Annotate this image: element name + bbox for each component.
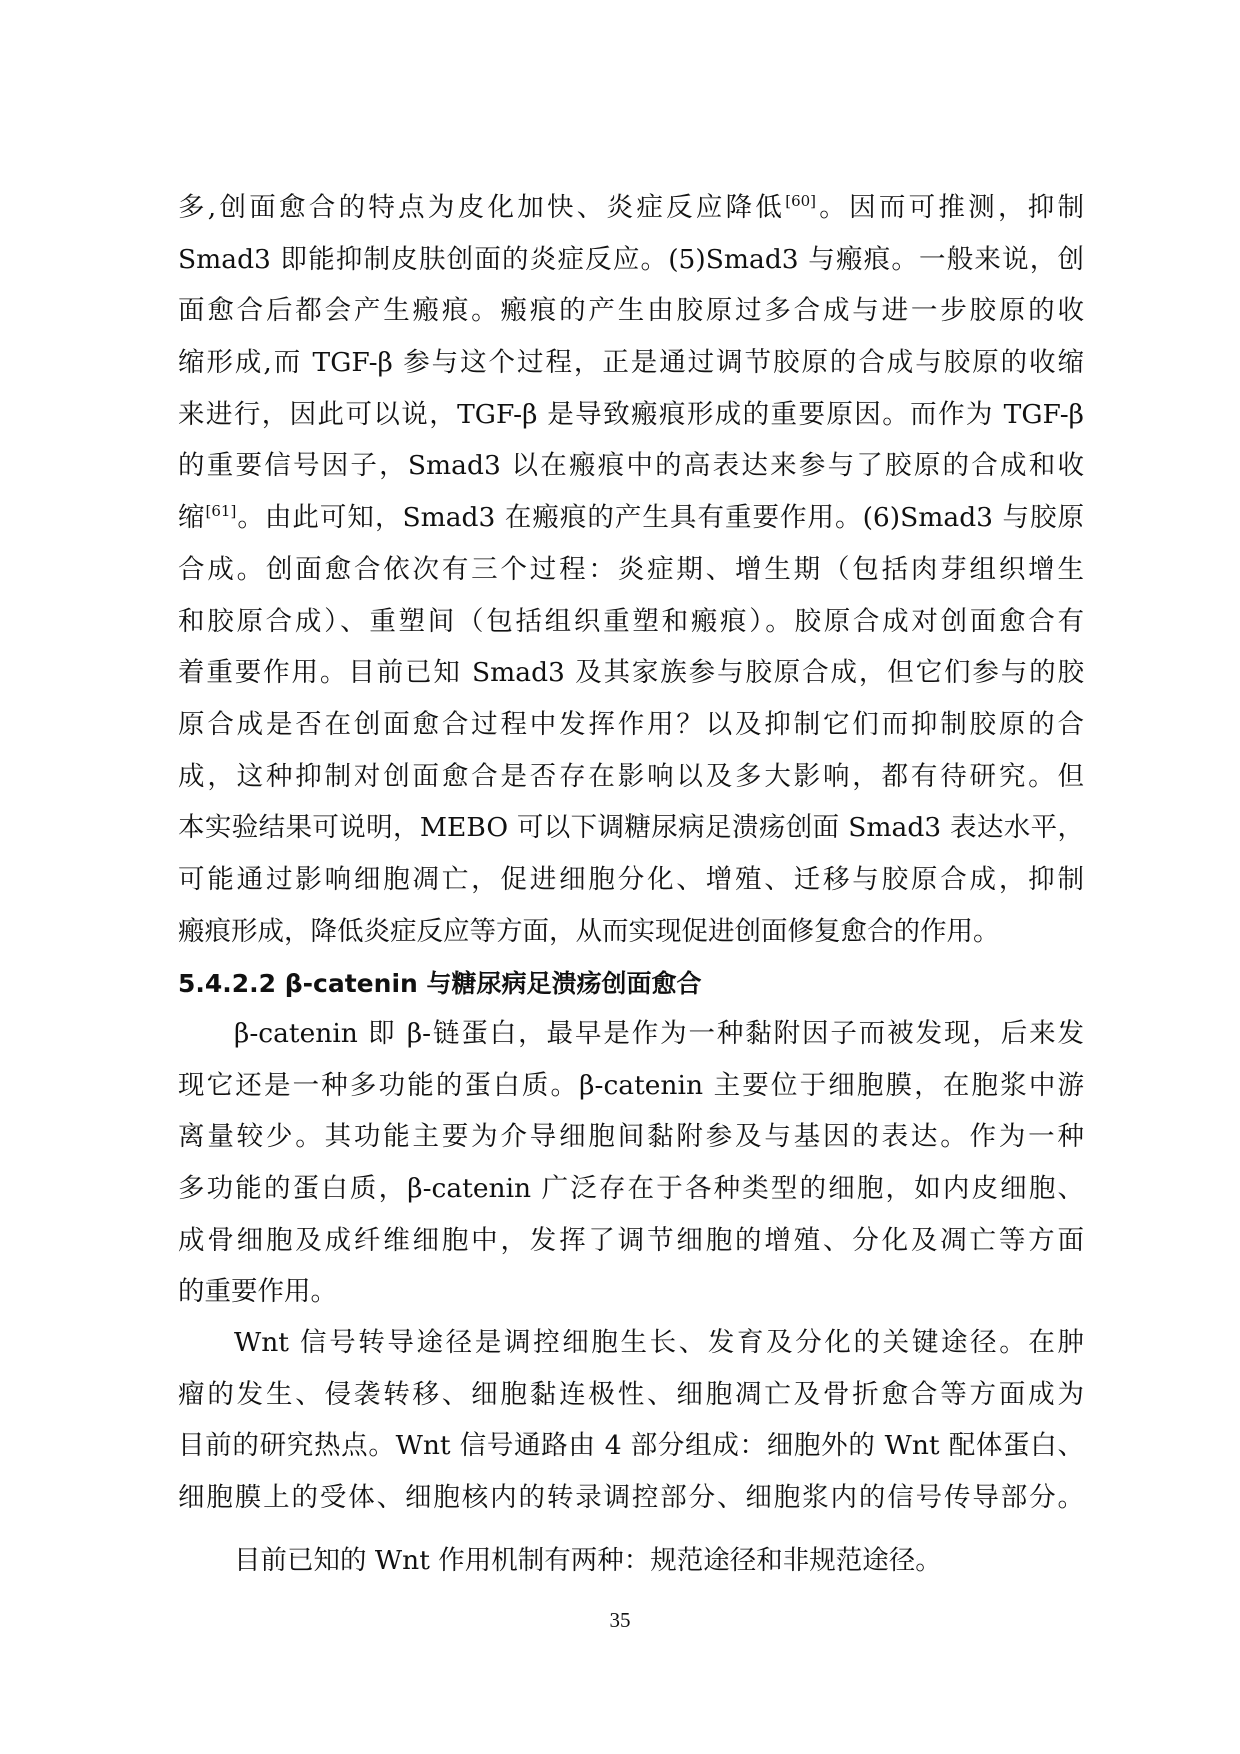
text-line: 的重要信号因子，Smad3 以在瘢痕中的高表达来参与了胶原的合成和收	[178, 450, 1084, 482]
section-heading: 5.4.2.2 β-catenin 与糖尿病足溃疡创面愈合	[178, 969, 702, 998]
text-line: 缩形成,而 TGF-β 参与这个过程，正是通过调节胶原的合成与胶原的收缩	[178, 347, 1084, 379]
text-line: 多,创面愈合的特点为皮化加快、炎症反应降低[60]。因而可推测，抑制	[178, 192, 1084, 223]
text-line: 细胞膜上的受体、细胞核内的转录调控部分、细胞浆内的信号传导部分。	[178, 1482, 1084, 1514]
text-line: Wnt 信号转导途径是调控细胞生长、发育及分化的关键途径。在肿	[234, 1327, 1084, 1358]
text-line: 现它还是一种多功能的蛋白质。β-catenin 主要位于细胞膜，在胞浆中游	[178, 1069, 1084, 1101]
text-line: 面愈合后都会产生瘢痕。瘢痕的产生由胶原过多合成与进一步胶原的收	[178, 295, 1084, 327]
text-line: 瘢痕形成，降低炎症反应等方面，从而实现促进创面修复愈合的作用。	[178, 915, 1000, 947]
text-line: 目前已知的 Wnt 作用机制有两种：规范途径和非规范途径。	[234, 1545, 942, 1576]
text-line: 和胶原合成）、重塑间（包括组织重塑和瘢痕）。胶原合成对创面愈合有	[178, 605, 1084, 637]
paragraph-beta-catenin	[178, 1008, 1084, 1318]
paragraph-wnt-mechanism	[178, 1535, 1084, 1587]
text-line: 多功能的蛋白质，β-catenin 广泛存在于各种类型的细胞，如内皮细胞、	[178, 1173, 1084, 1205]
text-line: 的重要作用。	[178, 1276, 337, 1308]
text-line: 来进行，因此可以说，TGF-β 是导致瘢痕形成的重要原因。而作为 TGF-β	[178, 398, 1084, 430]
text-line: 离量较少。其功能主要为介导细胞间黏附参及与基因的表达。作为一种	[178, 1121, 1084, 1153]
citation-ref: [60]	[785, 192, 817, 210]
text-line: 可能通过影响细胞凋亡，促进细胞分化、增殖、迁移与胶原合成，抑制	[178, 863, 1084, 895]
text-line: 成骨细胞及成纤维细胞中，发挥了调节细胞的增殖、分化及凋亡等方面	[178, 1224, 1084, 1256]
text-line: 本实验结果可说明，MEBO 可以下调糖尿病足溃疡创面 Smad3 表达水平，	[178, 812, 1084, 844]
text-line: Smad3 即能抑制皮肤创面的炎症反应。(5)Smad3 与瘢痕。一般来说，创	[178, 243, 1084, 275]
page-number: 35	[609, 1608, 631, 1632]
text-line: 着重要作用。目前已知 Smad3 及其家族参与胶原合成，但它们参与的胶	[178, 657, 1084, 689]
text-line: 目前的研究热点。Wnt 信号通路由 4 部分组成：细胞外的 Wnt 配体蛋白、	[178, 1430, 1084, 1462]
text-line: 原合成是否在创面愈合过程中发挥作用？以及抑制它们而抑制胶原的合	[178, 708, 1084, 740]
paragraph-wnt-pathway	[178, 1317, 1084, 1524]
citation-ref: [61]	[205, 502, 237, 521]
paragraph-smad3-discussion	[178, 182, 1084, 957]
text-line: 瘤的发生、侵袭转移、细胞黏连极性、细胞凋亡及骨折愈合等方面成为	[178, 1378, 1084, 1410]
text-line: 合成。创面愈合依次有三个过程：炎症期、增生期（包括肉芽组织增生	[178, 553, 1084, 585]
text-line: β-catenin 即 β-链蛋白，最早是作为一种黏附因子而被发现，后来发	[234, 1018, 1084, 1049]
text-line: 缩[61]。由此可知，Smad3 在瘢痕的产生具有重要作用。(6)Smad3 与胶原	[178, 502, 1084, 534]
text-line: 成，这种抑制对创面愈合是否存在影响以及多大影响，都有待研究。但	[178, 760, 1084, 792]
